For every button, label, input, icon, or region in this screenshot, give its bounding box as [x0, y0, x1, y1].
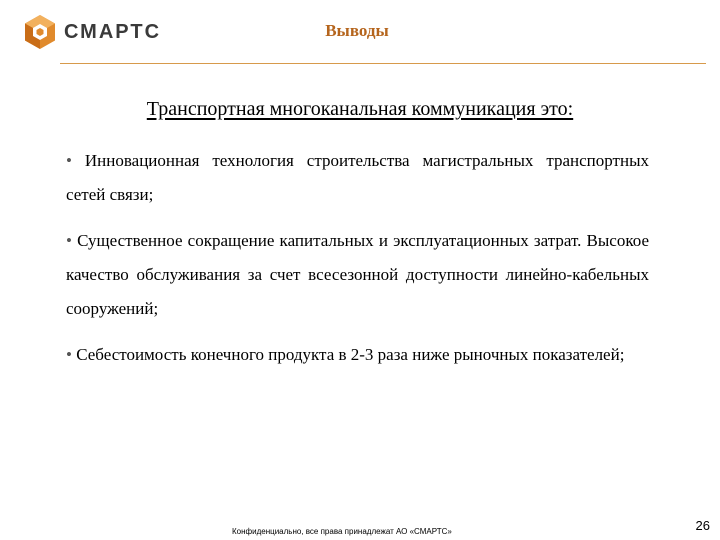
bullet-marker: •: [66, 231, 72, 250]
slide-subtitle: [0, 96, 720, 122]
confidentiality-note: Конфиденциально, все права принадлежат АО «СМАРТС»: [232, 527, 452, 536]
bullet-marker: •: [66, 151, 72, 170]
bullet-list: [66, 144, 649, 372]
page-number: 26: [695, 518, 710, 533]
bullet-text: Инновационная технология строительства магистральных транспортных сетей связи;: [66, 151, 649, 204]
header-divider: [60, 63, 706, 64]
company-logo-text: СМАРТС: [64, 21, 162, 43]
bullet-item: [66, 224, 649, 326]
slide-subtitle-text: Транспортная многоканальная коммуникация это:: [146, 98, 574, 120]
slide-title: Выводы: [325, 21, 389, 40]
bullet-item: [66, 338, 649, 372]
bullet-marker: •: [66, 345, 72, 364]
bullet-text: Себестоимость конечного продукта в 2-3 раза ниже рыночных показателей;: [76, 345, 625, 364]
bullet-item: [66, 144, 649, 212]
bullet-text: Существенное сокращение капитальных и эксплуатационных затрат. Высокое качество обслуживания за счет всесезонной доступности линейно-кабельных сооружений;: [66, 231, 649, 318]
